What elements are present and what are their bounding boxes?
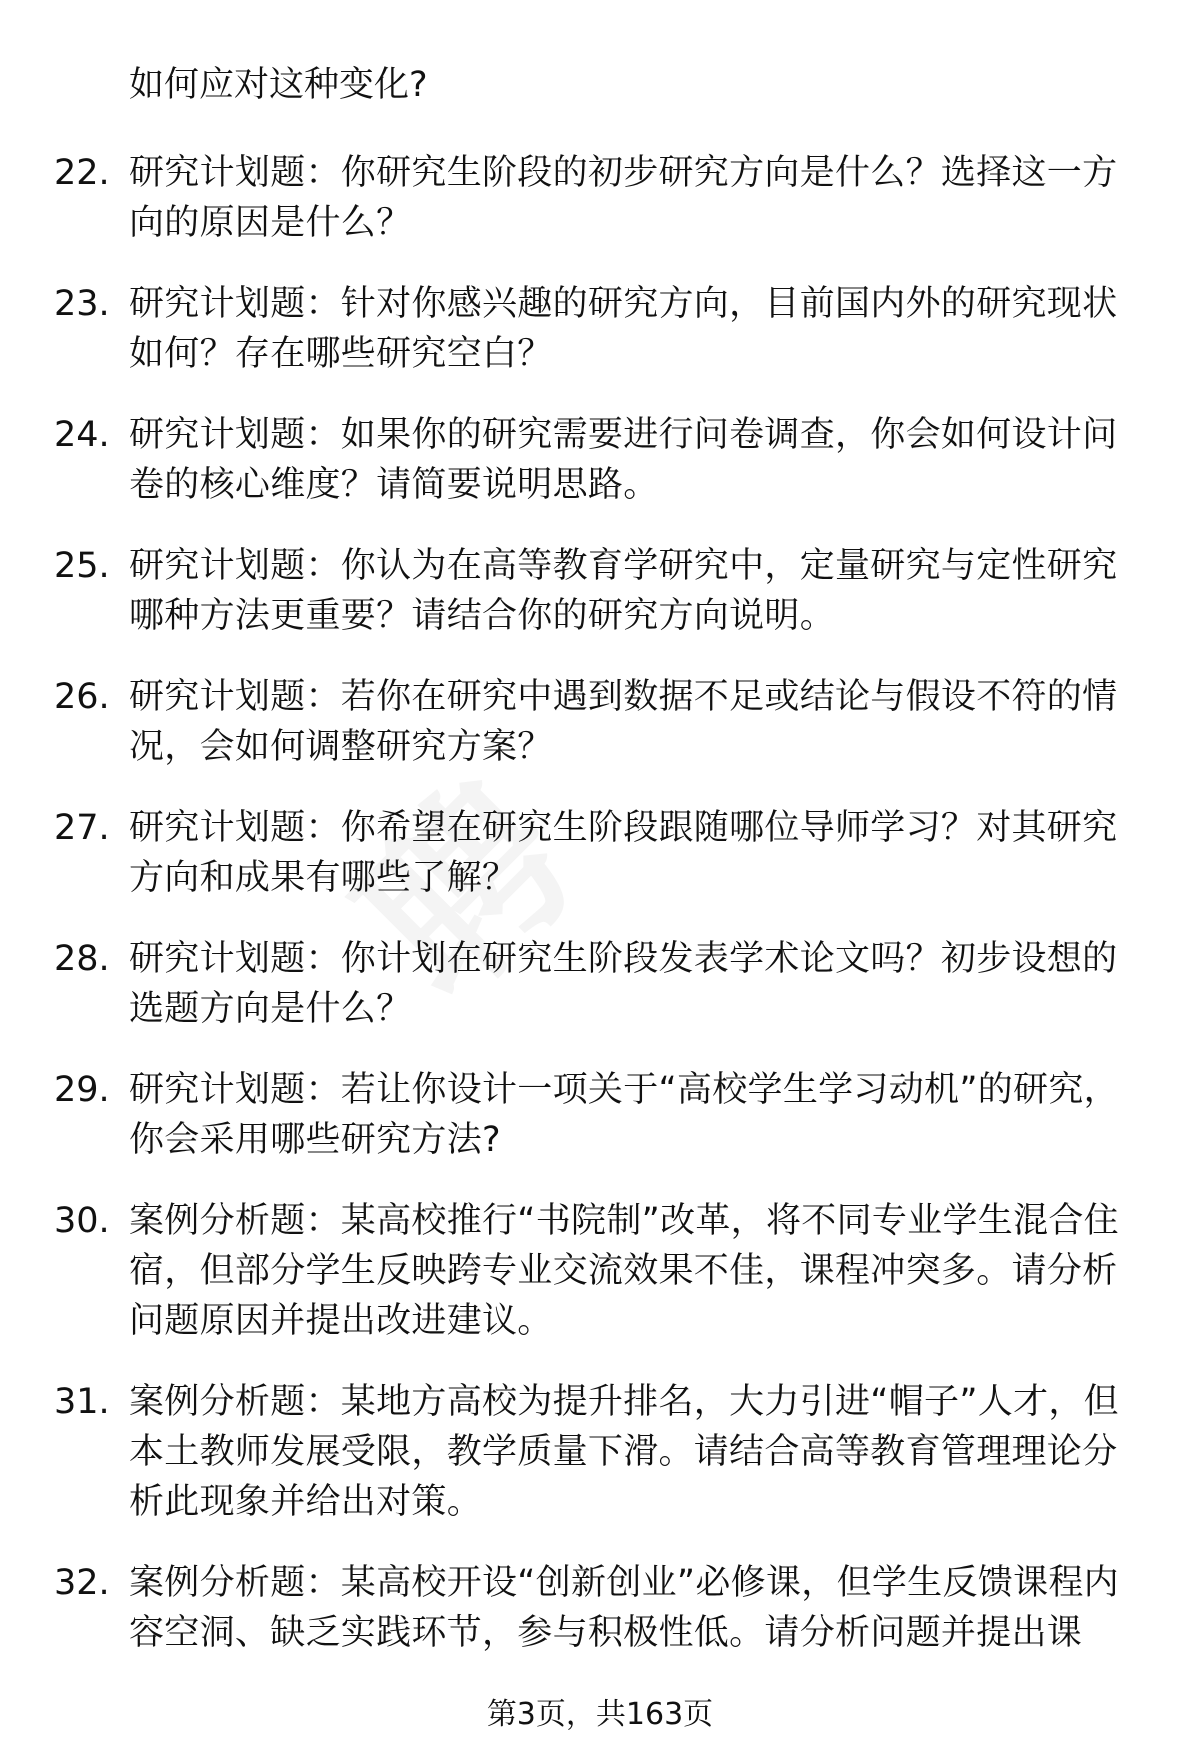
question-text: 案例分析题：某地方高校为提升排名，大力引进“帽子”人才，但本土教师发展受限，教学质量下滑。请结合高等教育管理理论分析此现象并给出对策。 [129,1382,1119,1522]
question-number: 32. [54,1563,110,1603]
question-text: 研究计划题：你计划在研究生阶段发表学术论文吗？初步设想的选题方向是什么？ [129,939,1118,1029]
question-text: 案例分析题：某高校推行“书院制”改革，将不同专业学生混合住宿，但部分学生反映跨专业交流效果不佳，课程冲突多。请分析问题原因并提出改进建议。 [129,1201,1119,1341]
page-footer: 第3页，共163页 [486,1697,714,1732]
question-item [0,1558,1200,1689]
question-item [0,803,1200,934]
question-item [0,279,1200,410]
question-number: 22. [54,153,110,193]
question-item [0,1065,1200,1196]
question-text: 研究计划题：若你在研究中遇到数据不足或结论与假设不符的情况，会如何调整研究方案？ [129,677,1118,767]
question-number: 28. [54,939,110,979]
question-text: 研究计划题：你认为在高等教育学研究中，定量研究与定性研究哪种方法更重要？请结合你的研究方向说明。 [129,546,1118,636]
question-text: 案例分析题：某高校开设“创新创业”必修课，但学生反馈课程内容空洞、缺乏实践环节，参与积极性低。请分析问题并提出课 [129,1563,1119,1653]
question-number: 31. [54,1382,110,1422]
question-item [0,541,1200,672]
question-number: 23. [54,284,110,324]
question-item [0,1196,1200,1377]
continuation-text: 如何应对这种变化? [129,65,428,105]
question-text: 研究计划题：若让你设计一项关于“高校学生学习动机”的研究，你会采用哪些研究方法? [129,1070,1119,1160]
question-item [0,1377,1200,1558]
question-number: 25. [54,546,110,586]
question-item [0,148,1200,279]
question-number: 26. [54,677,110,717]
question-text: 研究计划题：如果你的研究需要进行问卷调查，你会如何设计问卷的核心维度？请简要说明思路。 [129,415,1118,505]
question-number: 29. [54,1070,110,1110]
question-number: 24. [54,415,110,455]
question-item [0,672,1200,803]
question-text: 研究计划题：你研究生阶段的初步研究方向是什么？选择这一方向的原因是什么？ [129,153,1118,243]
question-text: 研究计划题：针对你感兴趣的研究方向，目前国内外的研究现状如何？存在哪些研究空白？ [129,284,1118,374]
question-number: 30. [54,1201,110,1241]
question-list [0,148,1200,1689]
question-item [0,410,1200,541]
question-item [0,934,1200,1065]
question-number: 27. [54,808,110,848]
question-text: 研究计划题：你希望在研究生阶段跟随哪位导师学习？对其研究方向和成果有哪些了解？ [129,808,1118,898]
